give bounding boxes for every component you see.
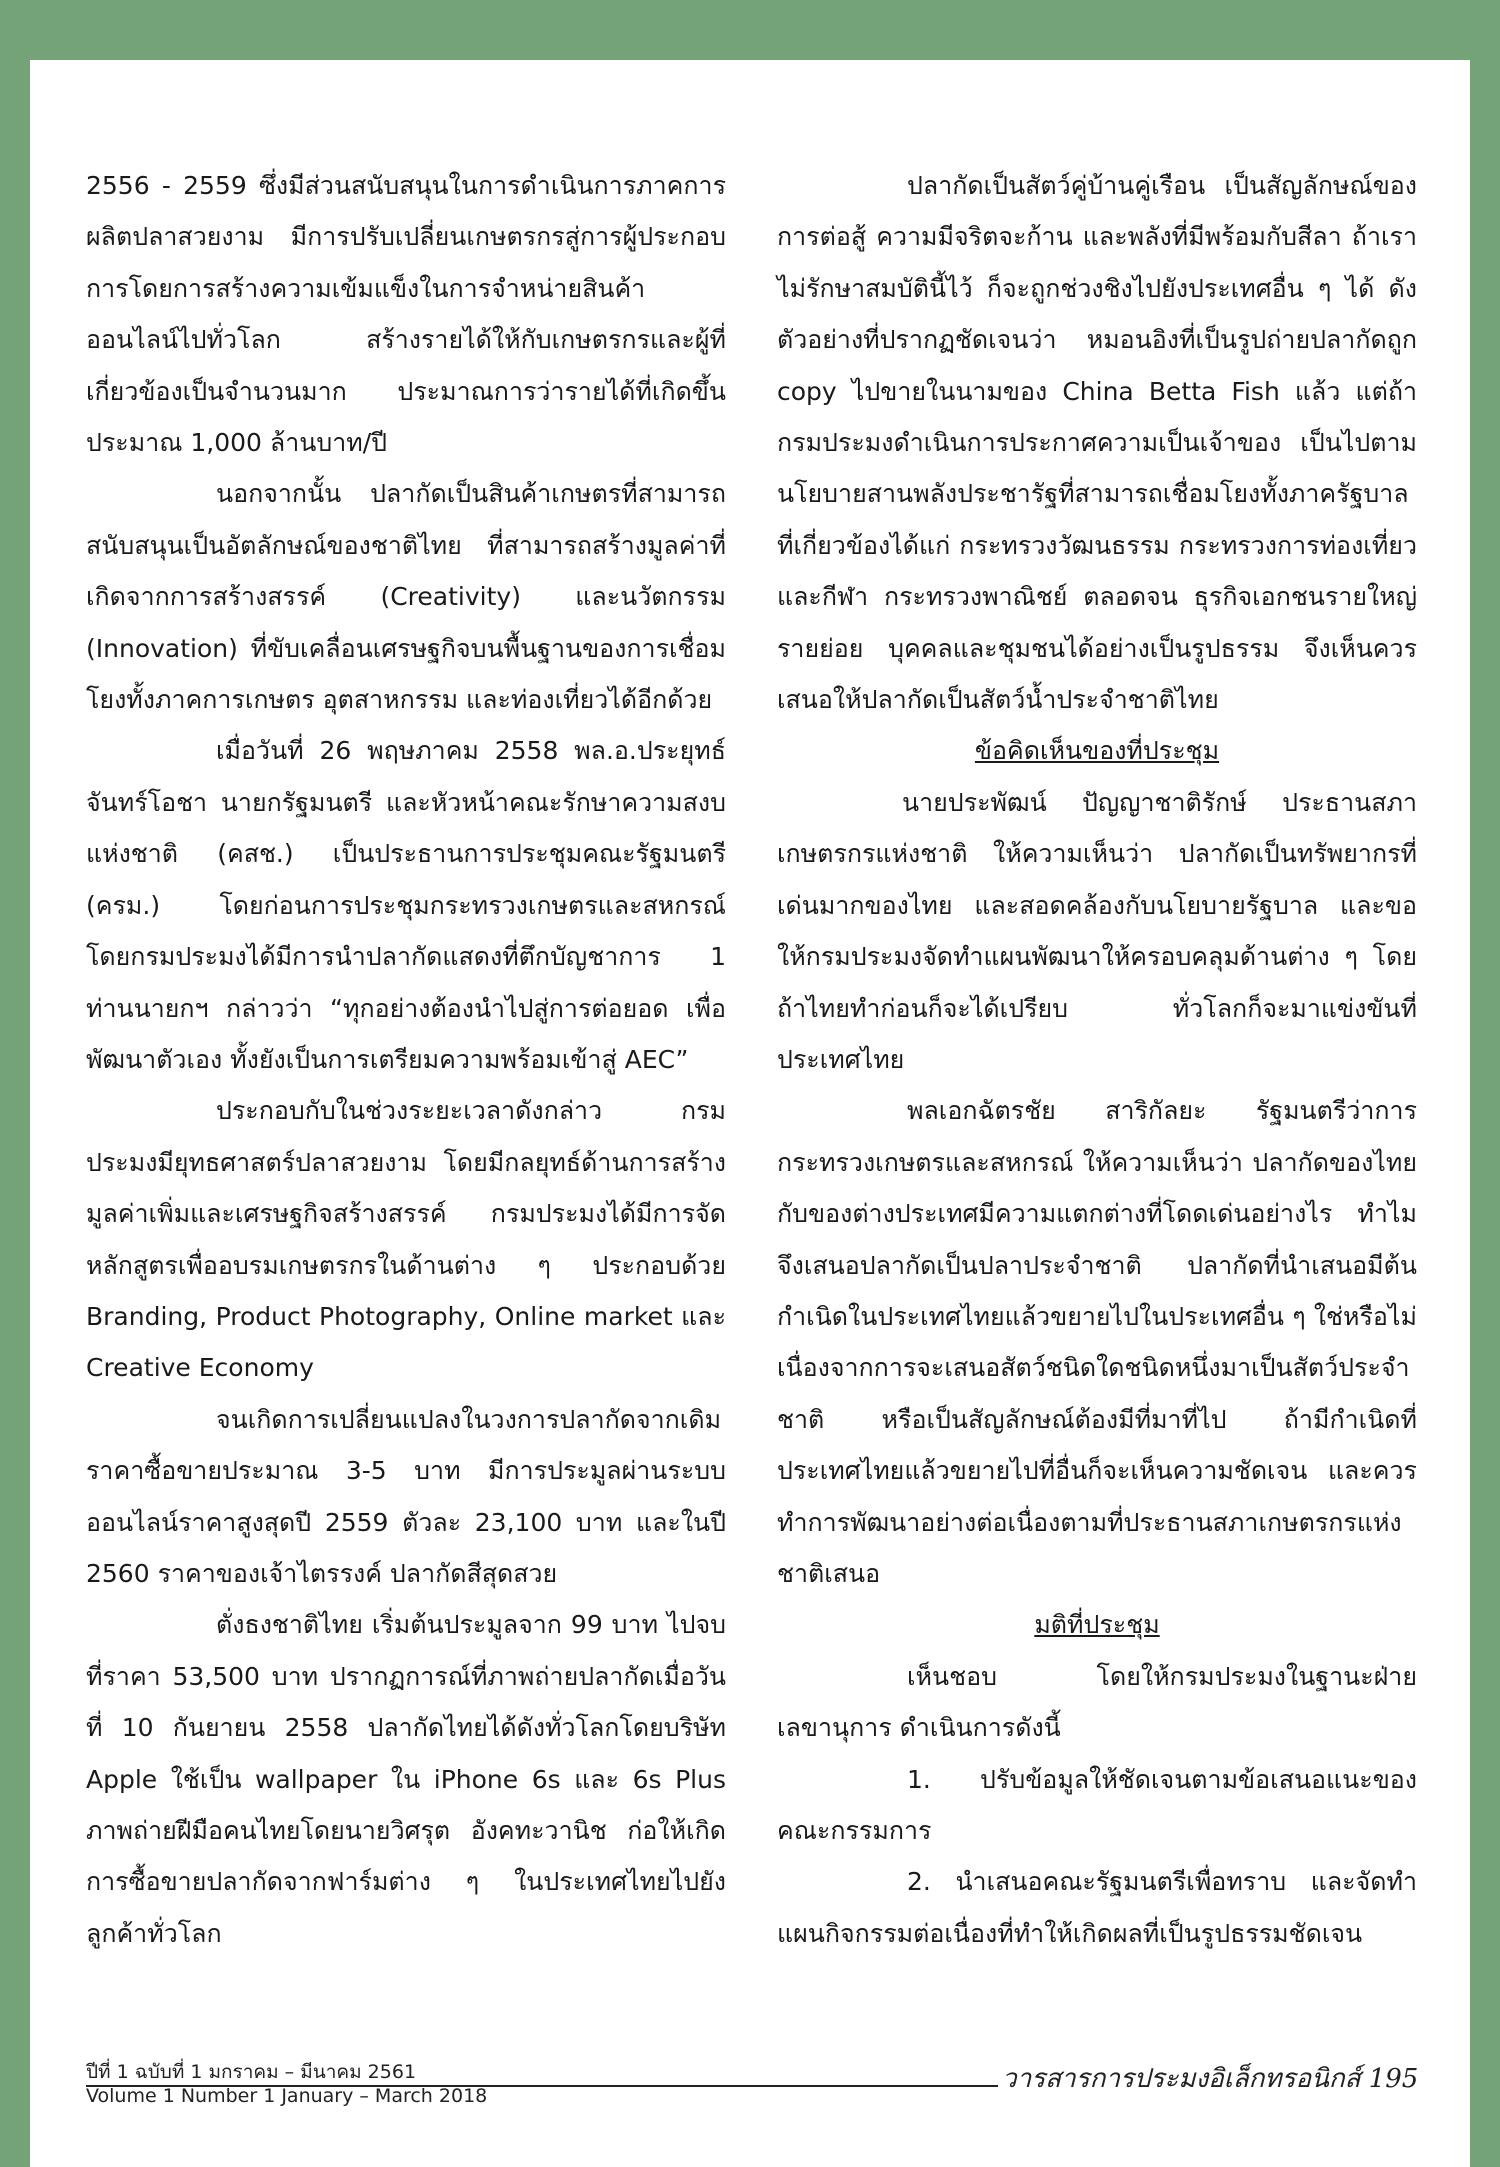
footer-issue-info xyxy=(86,2060,487,2108)
resolution-item-1: 1. ปรับข้อมูลให้ชัดเจนตามข้อเสนอแนะของคณะกรรมการ xyxy=(777,1764,1417,1845)
right-paragraph-4: เห็นชอบ โดยให้กรมประมงในฐานะฝ่ายเลขานุการ ดำเนินการดังนี้ xyxy=(777,1661,1417,1743)
footer-divider xyxy=(86,2085,998,2087)
section-heading-comments: ข้อคิดเห็นของที่ประชุม xyxy=(974,736,1220,766)
right-paragraph-2: นายประพัฒน์ ปัญญาชาติรักษ์ ประธานสภาเกษตรกรแห่งชาติ ให้ความเห็นว่า ปลากัดเป็นทรัพยากรที่เด่นมากของไทย และสอดคล้องกับนโยบายรัฐบาล และขอให้กรมประมงจัดทำแผนพัฒนาให้ครอบคลุมด้านต่าง ๆ โดยถ้าไทยทำก่อนก็จะได้เปรียบ ทั่วโลกก็จะมาแข่งขันที่ประเทศไทย xyxy=(777,787,1417,1074)
resolution-item-2: 2. นำเสนอคณะรัฐมนตรีเพื่อทราบ และจัดทำแผนกิจกรรมต่อเนื่องที่ทำให้เกิดผลที่เป็นรูปธรรมชัดเจน xyxy=(777,1867,1417,1948)
footer-issue-thai: ปีที่ 1 ฉบับที่ 1 มกราคม – มีนาคม 2561 xyxy=(86,2061,417,2083)
footer-issue-english: Volume 1 Number 1 January – March 2018 xyxy=(86,2085,488,2107)
left-paragraph-3: เมื่อวันที่ 26 พฤษภาคม 2558 พล.อ.ประยุทธ์ จันทร์โอชา นายกรัฐมนตรี และหัวหน้าคณะรักษาความสงบแห่งชาติ (คสช.) เป็นประธานการประชุมคณะรัฐมนตรี (ครม.) โดยก่อนการประชุมกระทรวงเกษตรและสหกรณ์ โดยกรมประมงได้มีการนำปลากัดแสดงที่ตึกบัญชาการ 1 ท่านนายกฯ กล่าวว่า “ทุกอย่างต้องนำไปสู่การต่อยอด เพื่อพัฒนาตัวเอง ทั้งยังเป็นการเตรียมความพร้อมเข้าสู่ AEC” xyxy=(86,736,726,1074)
left-paragraph-5: จนเกิดการเปลี่ยนแปลงในวงการปลากัดจากเดิมราคาซื้อขายประมาณ 3-5 บาท มีการประมูลผ่านระบบออนไลน์ราคาสูงสุดปี 2559 ตัวละ 23,100 บาท และในปี 2560 ราคาของเจ้าไตรรงค์ ปลากัดสีสุดสวย xyxy=(86,1404,726,1588)
left-paragraph-2: นอกจากนั้น ปลากัดเป็นสินค้าเกษตรที่สามารถสนับสนุนเป็นอัตลักษณ์ของชาติไทย ที่สามารถสร้างมูลค่าที่เกิดจากการสร้างสรรค์ (Creativity) และนวัตกรรม (Innovation) ที่ขับเคลื่อนเศรษฐกิจบนพื้นฐานของการเชื่อมโยงทั้งภาคการเกษตร อุตสาหกรรม และท่องเที่ยวได้อีกด้วย xyxy=(86,479,726,715)
journal-page xyxy=(30,60,1470,2167)
right-paragraph-3: พลเอกฉัตรชัย สาริกัลยะ รัฐมนตรีว่าการกระทรวงเกษตรและสหกรณ์ ให้ความเห็นว่า ปลากัดของไทยกับของต่างประเทศมีความแตกต่างที่โดดเด่นอย่างไร ทำไมจึงเสนอปลากัดเป็นปลาประจำชาติ ปลากัดที่นำเสนอมีต้นกำเนิดในประเทศไทยแล้วขยายไปในประเทศอื่น ๆ ใช่หรือไม่ เนื่องจากการจะเสนอสัตว์ชนิดใดชนิดหนึ่งมาเป็นสัตว์ประจำชาติ หรือเป็นสัญลักษณ์ต้องมีที่มาที่ไป ถ้ามีกำเนิดที่ประเทศไทยแล้วขยายไปที่อื่นก็จะเห็นความชัดเจน และควรทำการพัฒนาอย่างต่อเนื่องตามที่ประธานสภาเกษตรกรแห่งชาติเสนอ xyxy=(777,1096,1417,1588)
section-heading-resolution: มติที่ประชุม xyxy=(1034,1610,1160,1640)
left-paragraph-6: ตั่งธงชาติไทย เริ่มต้นประมูลจาก 99 บาท ไปจบที่ราคา 53,500 บาท ปรากฏการณ์ที่ภาพถ่ายปลากัดเมื่อวันที่ 10 กันยายน 2558 ปลากัดไทยได้ดังทั่วโลกโดยบริษัท Apple ใช้เป็น wallpaper ใน iPhone 6s และ 6s Plus ภาพถ่ายฝีมือคนไทยโดยนายวิศรุต อังคทะวานิช ก่อให้เกิดการซื้อขายปลากัดจากฟาร์มต่าง ๆ ในประเทศไทยไปยังลูกค้าทั่วโลก xyxy=(86,1610,726,1948)
left-paragraph-1: 2556 - 2559 ซึ่งมีส่วนสนับสนุนในการดำเนินการภาคการผลิตปลาสวยงาม มีการปรับเปลี่ยนเกษตรกรสู่การผู้ประกอบการโดยการสร้างความเข้มแข็งในการจำหน่ายสินค้าออนไลน์ไปทั่วโลก สร้างรายได้ให้กับเกษตรกรและผู้ที่เกี่ยวข้องเป็นจำนวนมาก ประมาณการว่ารายได้ที่เกิดขึ้นประมาณ 1,000 ล้านบาท/ปี xyxy=(86,171,726,458)
left-paragraph-4: ประกอบกับในช่วงระยะเวลาดังกล่าว กรมประมงมียุทธศาสตร์ปลาสวยงาม โดยมีกลยุทธ์ด้านการสร้างมูลค่าเพิ่มและเศรษฐกิจสร้างสรรค์ กรมประมงได้มีการจัดหลักสูตรเพื่ออบรมเกษตรกรในด้านต่าง ๆ ประกอบด้วย Branding, Product Photography, Online market และ Creative Economy xyxy=(86,1096,726,1383)
right-paragraph-1: ปลากัดเป็นสัตว์คู่บ้านคู่เรือน เป็นสัญลักษณ์ของการต่อสู้ ความมีจริตจะก้าน และพลังที่มีพร้อมกับสีลา ถ้าเราไม่รักษาสมบัตินี้ไว้ ก็จะถูกช่วงชิงไปยังประเทศอื่น ๆ ได้ ดังตัวอย่างที่ปรากฏชัดเจนว่า หมอนอิงที่เป็นรูปถ่ายปลากัดถูก copy ไปขายในนามของ China Betta Fish แล้ว แต่ถ้ากรมประมงดำเนินการประกาศความเป็นเจ้าของ เป็นไปตามนโยบายสานพลังประชารัฐที่สามารถเชื่อมโยงทั้งภาครัฐบาลที่เกี่ยวข้องได้แก่ กระทรวงวัฒนธรรม กระทรวงการท่องเที่ยวและกีฬา กระทรวงพาณิชย์ ตลอดจน ธุรกิจเอกชนรายใหญ่ รายย่อย บุคคลและชุมชนได้อย่างเป็นรูปธรรม จึงเห็นควรเสนอให้ปลากัดเป็นสัตว์น้ำประจำชาติไทย xyxy=(777,171,1417,715)
right-column xyxy=(777,160,1417,1959)
footer-journal-page: วารสารการประมงอิเล็กทรอนิกส์ 195 xyxy=(1002,2064,1419,2094)
left-column xyxy=(86,160,726,1959)
